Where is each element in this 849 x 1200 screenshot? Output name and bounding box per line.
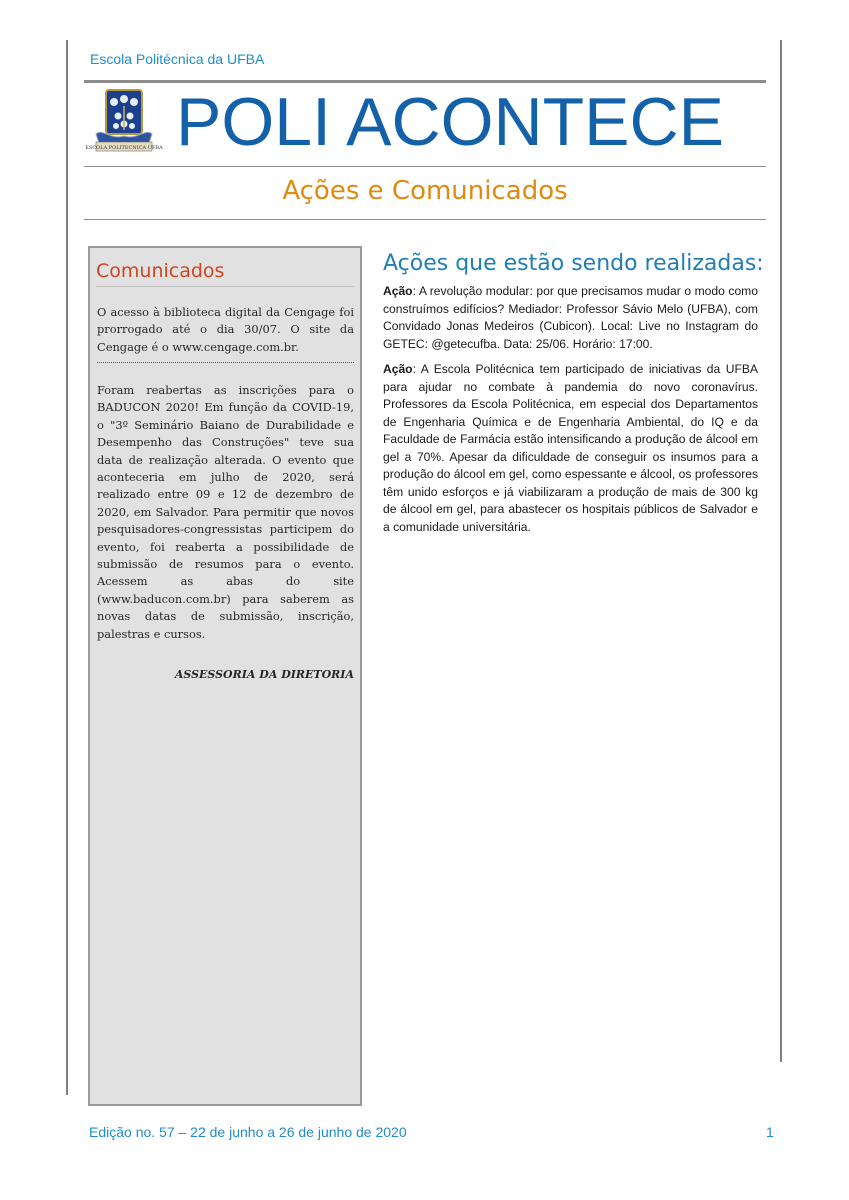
actions-heading: Ações que estão sendo realizadas:	[383, 251, 764, 276]
edition-footer: Edição no. 57 – 22 de junho a 26 de junho de 2020	[89, 1124, 407, 1140]
sidebar-title: Comunicados	[96, 260, 225, 282]
action-item	[383, 361, 758, 536]
sidebar-title-rule	[96, 286, 354, 287]
sidebar-signature: ASSESSORIA DA DIRETORIA	[174, 668, 354, 681]
newsletter-subtitle: Ações e Comunicados	[282, 176, 568, 206]
subtitle-bottom-rule	[84, 219, 766, 220]
page-number: 1	[766, 1124, 774, 1140]
sidebar-paragraph-baducon: Foram reabertas as inscrições para o BADUCON 2020! Em função da COVID-19, o "3º Seminário Baiano de Durabilidade e Desempenho das Construções" teve sua data de realização alterada. O evento que aconteceria em julho de 2020, será realizado entre 09 e 12 de dezembro de 2020, em Salvador. Para permitir que novos pesquisadores-congressistas participem do evento, foi reaberta a possibilidade de submissão de resumos para o evento. Acessem as abas do site (www.baducon.com.br) para saberem as novas datas de submissão, inscrição, palestras e cursos.	[97, 383, 354, 641]
left-vertical-rule	[66, 40, 68, 1095]
newsletter-title: POLI ACONTECE	[176, 84, 724, 160]
action-text: : A Escola Politécnica tem participado de iniciativas da UFBA para ajudar no combate à pandemia do novo coronavírus. Professores da Escola Politécnica, em especial dos Departamentos de Engenharia Química e de Engenharia Ambiental, do IQ e da Faculdade de Farmácia estão intensificando a produção de álcool em gel a 70%. Apesar da dificuldade de conseguir os insumos para a produção do álcool em gel, como espessante e álcool, os professores têm unido esforços e já viabilizaram a produção de mais de 300 kg de álcool em gel, para abastecer os hospitais públicos de Salvador e a comunidade universitária.	[383, 362, 758, 534]
school-name: Escola Politécnica da UFBA	[90, 51, 265, 67]
sidebar-paragraph-cengage: O acesso à biblioteca digital da Cengage foi prorrogado até o dia 30/07. O site da Cengage é o www.cengage.com.br.	[97, 305, 354, 354]
sidebar-dotted-divider	[97, 362, 354, 363]
title-bottom-rule	[84, 166, 766, 167]
action-text: : A revolução modular: por que precisamos mudar o modo como construímos edifícios? Mediador: Professor Sávio Melo (UFBA), com Convidado Jonas Medeiros (Cubicon). Local: Live no Instagram do GETEC: @getecufba. Data: 25/06. Horário: 17:00.	[383, 284, 758, 351]
action-label: Ação	[383, 362, 413, 376]
ufba-crest-logo	[85, 88, 163, 158]
right-vertical-rule	[780, 40, 782, 1062]
action-item	[383, 283, 758, 353]
action-label: Ação	[383, 284, 413, 298]
ufba-crest-icon	[85, 88, 163, 158]
logo-ribbon-text: ESCOLA POLITECNICA UFBA	[85, 145, 163, 151]
